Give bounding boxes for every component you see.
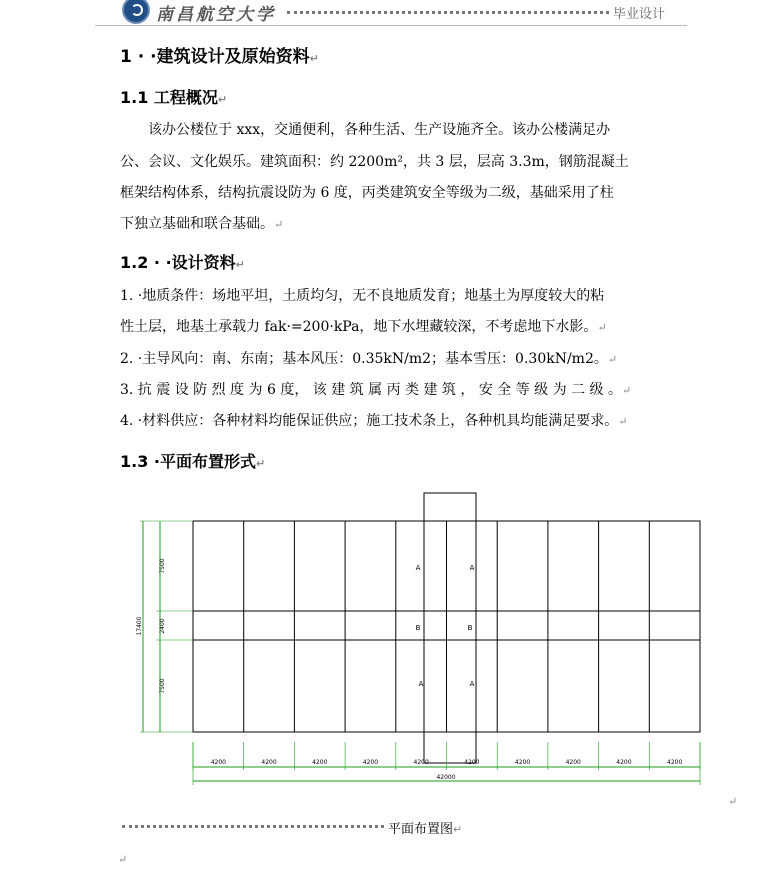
section-mark: B: [415, 624, 421, 632]
header-right-text: 毕业设计: [613, 7, 666, 22]
list-item: 2. ·主导风向：南、东南；基本风压：0.35kN/m2；基本雪压：0.30kN/m2。↵: [120, 351, 618, 367]
bay-label: 4200: [464, 759, 480, 766]
section-mark: B: [467, 624, 473, 632]
paragraph-line: 下独立基础和联合基础。↵: [120, 216, 284, 232]
bay-label: 4200: [514, 759, 531, 766]
figure-caption: 平面布置图↵: [388, 822, 463, 837]
section-1-title: 1 · ·建筑设计及原始资料↵: [120, 47, 319, 67]
caption-leader-dots: [122, 825, 384, 828]
section-mark: A: [415, 564, 421, 572]
total-depth-label: 17400: [136, 616, 143, 636]
grid-lines: [244, 521, 650, 732]
bay-label: 4200: [210, 759, 226, 766]
section-1-3-title: 1.3 ·平面布置形式↵: [120, 452, 266, 471]
section-mark: A: [469, 680, 475, 688]
bay-label: 4200: [565, 759, 581, 766]
depth-label: 7500: [159, 678, 166, 694]
bay-label: 4200: [667, 759, 683, 766]
depth-label: 2400: [159, 618, 166, 634]
list-item: 性土层，地基土承载力 fak·=200·kPa，地下水埋藏较深，不考虑地下水影。↵: [120, 319, 607, 335]
bay-label: 4200: [261, 759, 277, 766]
list-item: 3. 抗 震 设 防 烈 度 为 6 度， 该 建 筑 属 丙 类 建 筑 ， 安 全 等 级 为 二 级 。↵: [120, 382, 632, 398]
bay-label: 4200: [616, 759, 632, 766]
section-mark: A: [469, 564, 475, 572]
paragraph-line: 公、会议、文化娱乐。建筑面积：约 2200m²，共 3 层，层高 3.3m，钢筋混凝土: [120, 154, 629, 170]
paragraph-line: 框架结构体系，结构抗震设防为 6 度，丙类建筑安全等级为二级，基础采用了柱: [120, 185, 614, 201]
section-1-2-title: 1.2 · ·设计资料↵: [120, 253, 245, 272]
university-name: 南昌航空大学: [156, 5, 276, 25]
return-mark: ↵: [118, 853, 128, 866]
paragraph-line: 该办公楼位于 xxx，交通便利，各种生活、生产设施齐全。该办公楼满足办: [148, 122, 611, 138]
depth-label: 7500: [159, 558, 166, 574]
list-item: 1. ·地质条件：场地平坦，土质均匀，无不良地质发育；地基土为厚度较大的粘: [120, 288, 605, 304]
bay-label: 4200: [312, 759, 328, 766]
total-width-label: 42000: [436, 774, 456, 781]
bay-label: 4200: [362, 759, 379, 766]
section-mark: A: [418, 680, 424, 688]
list-item: 4. ·材料供应：各种材料均能保证供应；施工技术条上，各种机具均能满足要求。↵: [120, 413, 628, 429]
bay-label: 4200: [413, 759, 429, 766]
section-1-1-title: 1.1 工程概况↵: [120, 88, 228, 107]
return-mark: ↵: [728, 795, 738, 808]
